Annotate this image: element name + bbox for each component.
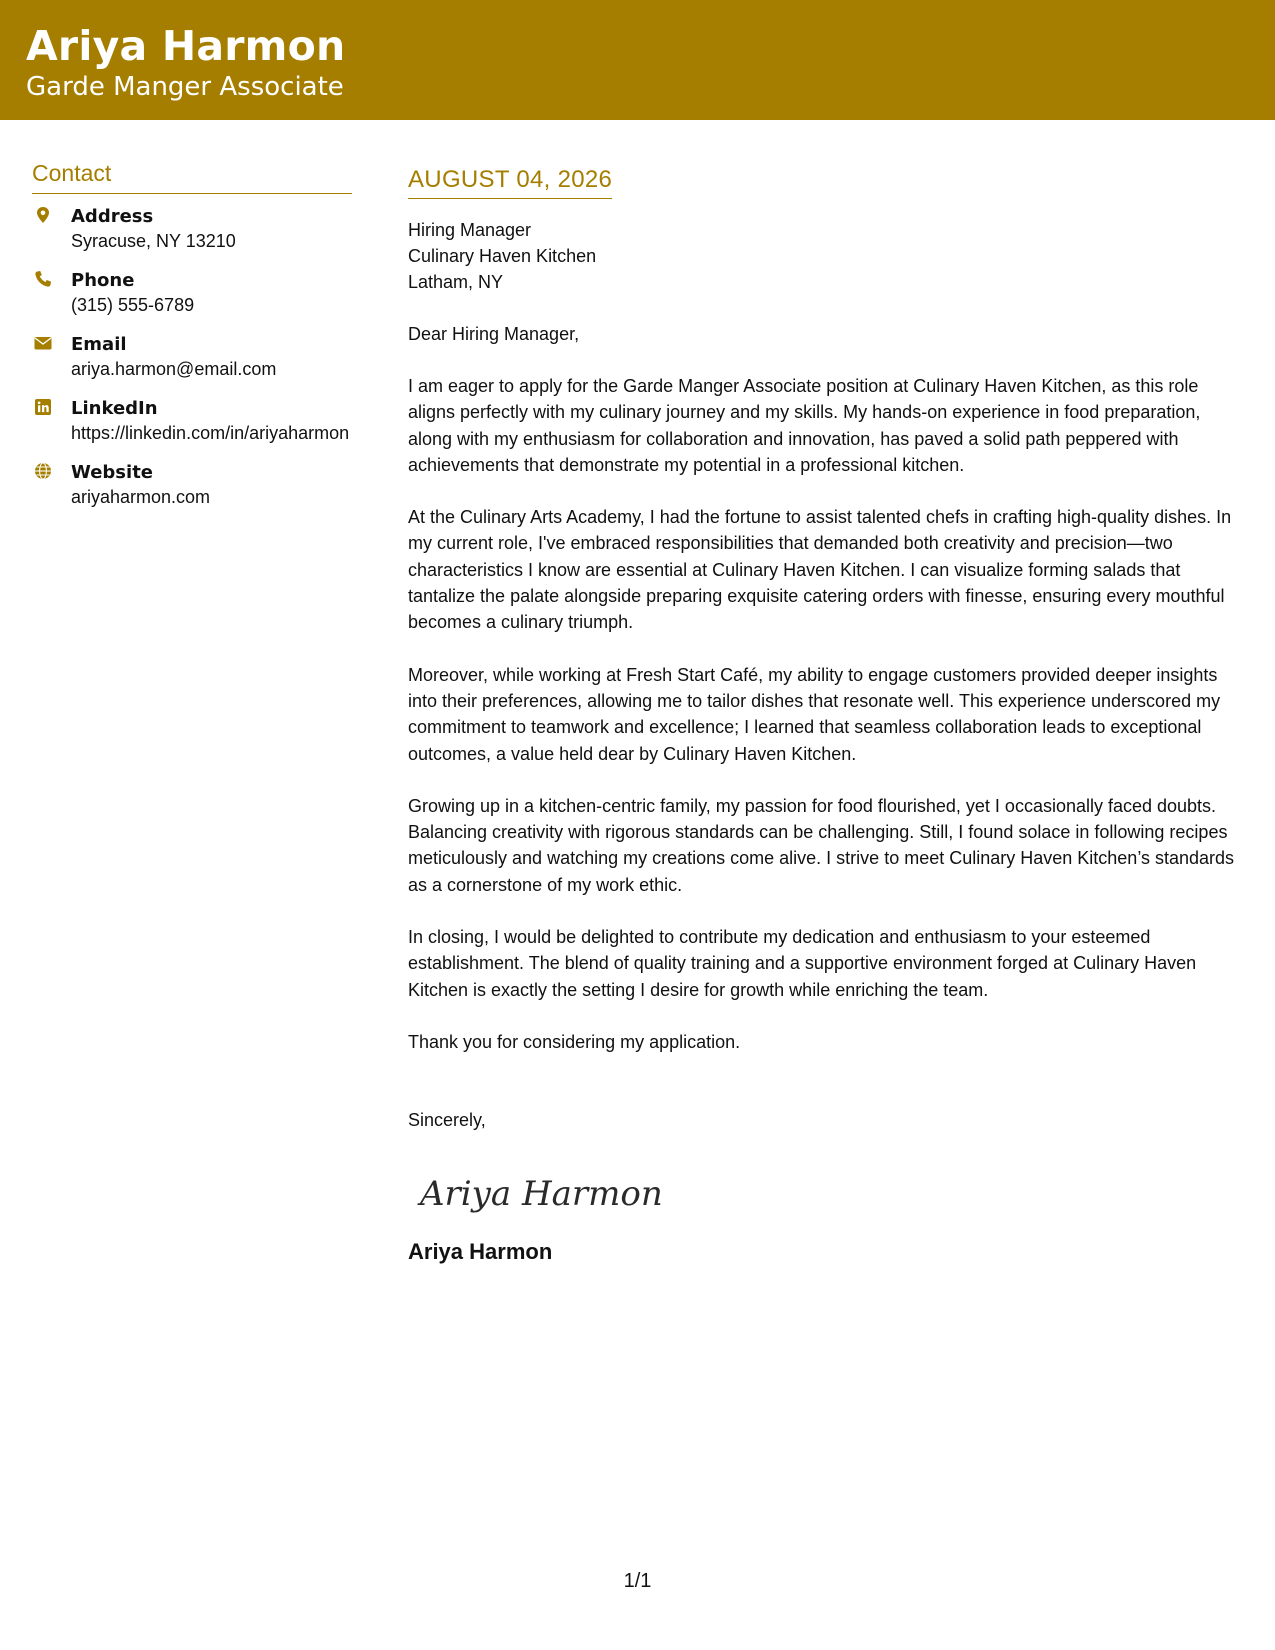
contact-label: Website — [71, 462, 154, 483]
salutation: Dear Hiring Manager, — [408, 324, 580, 344]
recipient-line: Hiring Manager — [408, 220, 532, 240]
contact-list — [32, 204, 352, 510]
phone-icon — [34, 270, 52, 288]
contact-value: (315) 555-6789 — [71, 295, 195, 315]
contact-label: Phone — [71, 270, 135, 291]
contact-value: ariya.harmon@email.com — [71, 359, 277, 379]
globe-icon — [34, 462, 52, 480]
contact-sidebar — [32, 160, 352, 524]
envelope-icon — [34, 334, 52, 352]
contact-value: Syracuse, NY 13210 — [71, 231, 236, 251]
recipient-block — [408, 217, 1248, 295]
recipient-line: Latham, NY — [408, 272, 504, 292]
letter-body — [408, 166, 1248, 1265]
contact-website — [32, 460, 352, 510]
contact-email — [32, 332, 352, 382]
letter-date: AUGUST 04, 2026 — [408, 166, 612, 199]
letter-paragraph: In closing, I would be delighted to contribute my dedication and enthusiasm to your esteemed establishment. The blend of quality training and a supportive environment forged at Culinary Haven Kitchen is exactly the setting I desire for growth while enriching the team. — [408, 927, 1197, 1000]
location-pin-icon — [34, 206, 52, 224]
letter-paragraph: Thank you for considering my application. — [408, 1031, 741, 1052]
applicant-name: Ariya Harmon — [26, 22, 346, 70]
contact-heading: Contact — [32, 160, 352, 194]
recipient-line: Culinary Haven Kitchen — [408, 246, 597, 266]
contact-address — [32, 204, 352, 254]
letter-paragraph: Growing up in a kitchen-centric family, my passion for food flourished, yet I occasionally faced doubts. Balancing creativity with rigorous standards can be challenging. Still, I found solace in following recipes meticulously and watching my creations come alive. I strive to meet Culinary Haven Kitchen’s standards as a cornerstone of my work ethic. — [408, 795, 1235, 895]
contact-label: Email — [71, 334, 127, 355]
linkedin-icon — [34, 398, 52, 416]
signer-name: Ariya Harmon — [408, 1239, 553, 1265]
svg-text:Ariya Harmon: Ariya Harmon — [420, 1174, 663, 1215]
closing: Sincerely, — [408, 1110, 486, 1131]
contact-phone — [32, 268, 352, 318]
contact-label: LinkedIn — [71, 398, 158, 419]
header-banner — [0, 0, 1275, 120]
letter-paragraph: I am eager to apply for the Garde Manger Associate position at Culinary Haven Kitchen, as this role aligns perfectly with my culinary journey and my skills. My hands-on experience in food preparation, along with my enthusiasm for collaboration and innovation, has paved a solid path peppered with achievements that demonstrate my potential in a professional kitchen. — [408, 376, 1201, 475]
letter-paragraph: At the Culinary Arts Academy, I had the fortune to assist talented chefs in crafting high-quality dishes. In my current role, I've embraced responsibilities that demanded both creativity and precision—two characteristics I know are essential at Culinary Haven Kitchen. I can visualize forming salads that tantalize the palate alongside preparing exquisite catering orders with finesse, ensuring every mouthful becomes a culinary triumph. — [408, 507, 1232, 633]
page-number: 1/1 — [623, 1570, 652, 1592]
contact-value: ariyaharmon.com — [71, 487, 211, 507]
handwritten-signature — [416, 1161, 676, 1221]
contact-linkedin — [32, 396, 352, 446]
contact-label: Address — [71, 206, 154, 227]
contact-value: https://linkedin.com/in/ariyaharmon — [71, 423, 350, 443]
applicant-title: Garde Manger Associate — [26, 72, 344, 102]
letter-paragraph: Moreover, while working at Fresh Start Café, my ability to engage customers provided deeper insights into their preferences, allowing me to tailor dishes that resonate well. This experience underscored my commitment to teamwork and excellence; I learned that seamless collaboration leads to exceptional outcomes, a value held dear by Culinary Haven Kitchen. — [408, 664, 1221, 764]
